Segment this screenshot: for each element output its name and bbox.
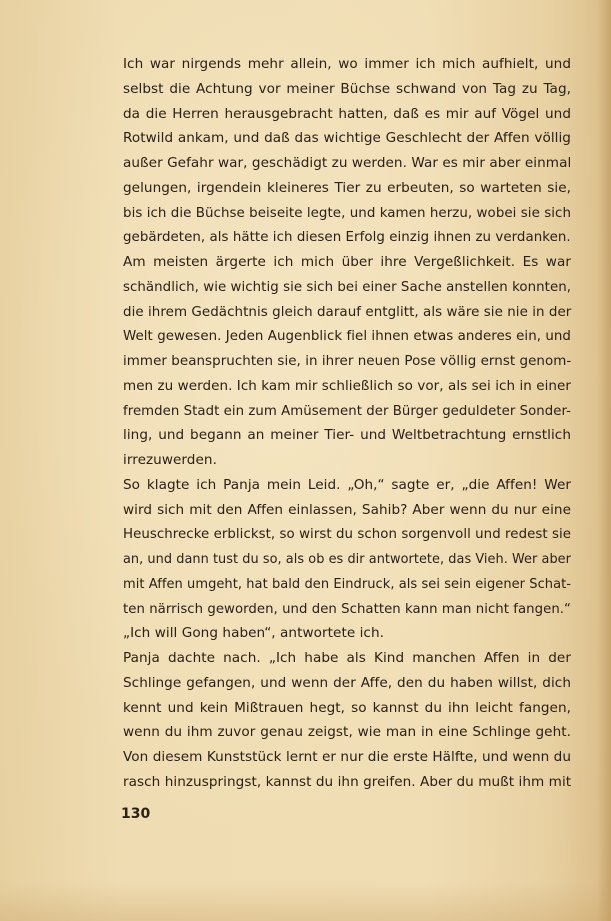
text-line: men zu werden. Ich kam mir schließlich so vor, als sei ich in einer (123, 377, 571, 394)
text-line: wenn du ihm zuvor genau zeigst, wie man in eine Schlinge geht. (123, 724, 571, 741)
text-line: wird sich mit den Affen einlassen, Sahib? Aber wenn du nur eine (123, 501, 571, 518)
text-line: die ihrem Gedächtnis gleich darauf entglitt, als wäre sie nie in der (123, 303, 572, 320)
paragraph-2 (123, 250, 571, 473)
text-line: „Ich will Gong haben“, antwortete ich. (123, 625, 384, 642)
text-line: außer Gefahr war, geschädigt zu werden. War es mir aber einmal (123, 155, 572, 171)
text-line: gebärdeten, als hätte ich diesen Erfolg einzig ihnen zu verdanken. (123, 229, 571, 246)
text-line: kennt und kein Mißtrauen hegt, so kannst du ihn leicht fangen, (123, 699, 571, 716)
text-line: bis ich die Büchse beiseite legte, und kamen herzu, wobei sie sich (123, 204, 572, 221)
text-line: Von diesem Kunststück lernt er nur die erste Hälfte, und wenn du (123, 749, 572, 765)
text-line: schändlich, wie wichtig sie sich bei einer Sache anstellen konnten, (123, 278, 572, 295)
text-line: ten närrisch geworden, und den Schatten kann man nicht fangen.“ (123, 600, 571, 617)
text-line: mit Affen umgeht, hat bald den Eindruck, als sei sein eigener Schat- (123, 575, 572, 592)
paragraph-4 (123, 646, 571, 795)
text-line: gelungen, irgendein kleineres Tier zu erbeuten, so warteten sie, (123, 179, 571, 196)
text-line: Heuschrecke erblickst, so wirst du schon sorgenvoll und redest sie (123, 526, 572, 543)
text-line: So klagte ich Panja mein Leid. „Oh,“ sagte er, „die Affen! Wer (123, 476, 571, 493)
page-number: 130 (121, 806, 151, 822)
text-line: Panja dachte nach. „Ich habe als Kind manchen Affen in der (123, 650, 571, 666)
text-line: da die Herren herausgebracht hatten, daß es mir auf Vögel und (123, 105, 571, 122)
text-line: Am meisten ärgerte ich mich über ihre Vergeßlichkeit. Es war (123, 254, 571, 270)
text-line: Rotwild ankam, und daß das wichtige Geschlecht der Affen völlig (123, 130, 571, 147)
text-line: immer beanspruchten sie, in ihrer neuen Pose völlig ernst genom- (123, 353, 572, 369)
paragraph-3 (123, 473, 571, 646)
text-line: irrezuwerden. (123, 452, 217, 468)
text-line: Welt gewesen. Jeden Augenblick fiel ihnen etwas anderes ein, und (123, 328, 571, 345)
text-line: rasch hinzuspringst, kannst du ihn greifen. Aber du mußt ihm mit (123, 773, 572, 790)
text-line: selbst die Achtung vor meiner Büchse schwand von Tag zu Tag, (123, 80, 571, 97)
text-line: Ich war nirgends mehr allein, wo immer ich mich aufhielt, und (123, 56, 571, 72)
text-line: an, und dann tust du so, als ob es dir antwortete, das Vieh. Wer aber (123, 551, 571, 567)
page-edge-shadow (597, 0, 611, 921)
page-bottom-shadow (0, 881, 611, 921)
text-line: Schlinge gefangen, und wenn der Affe, den du haben willst, dich (123, 674, 571, 691)
text-line: ling, und begann an meiner Tier- und Weltbetrachtung ernstlich (123, 427, 571, 444)
body-text (123, 52, 571, 795)
paragraph-1 (123, 52, 571, 250)
text-line: fremden Stadt ein zum Amüsement der Bürger geduldeter Sonder- (123, 402, 572, 419)
